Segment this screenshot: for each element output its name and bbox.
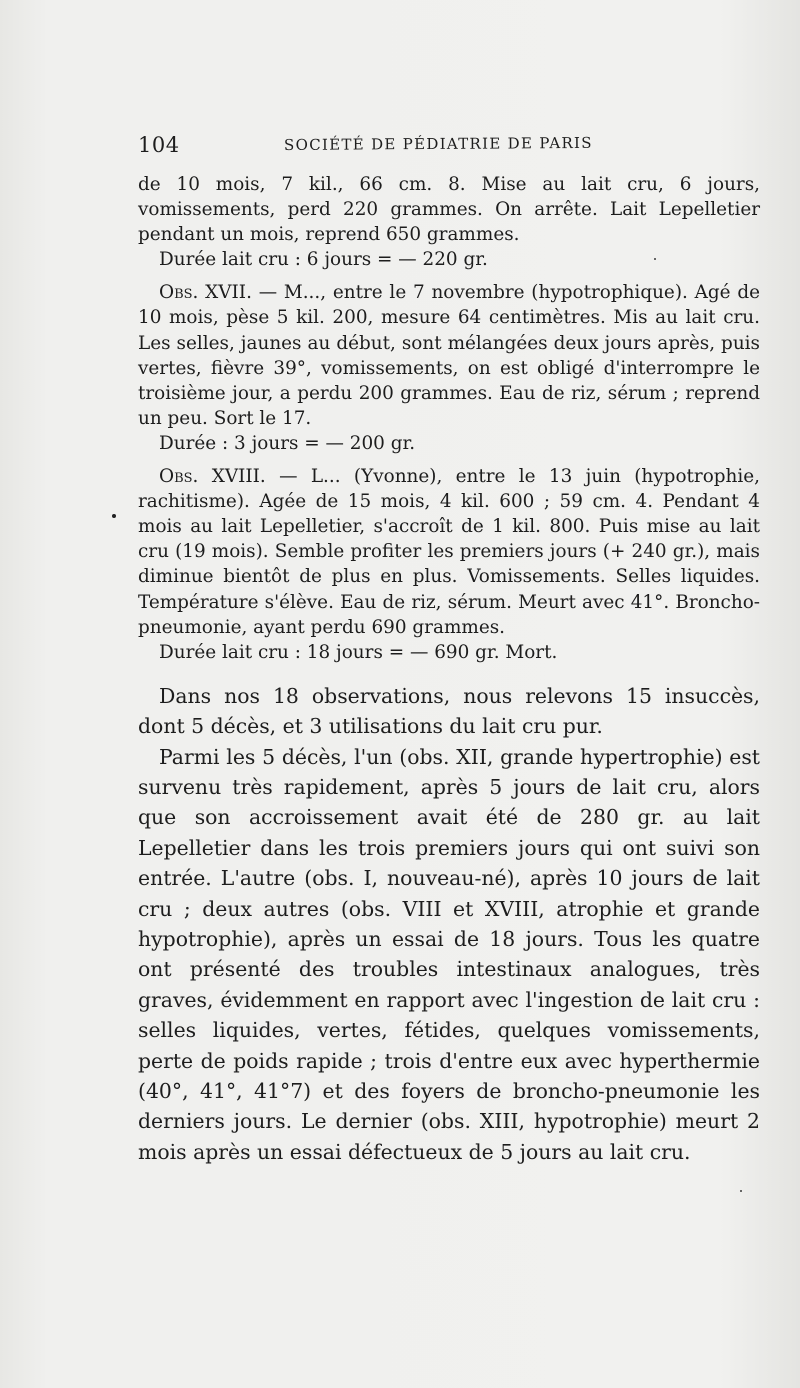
observation-text: — L... (Yvonne), entre le 13 juin (hypotrophie, rachitisme). Agée de 15 mois, 4 kil. 600 ; 59 cm. 4. Pendant 4 mois au lait Lepelletier, s'accroît de 1 kil. 800. Puis mise au lait cru (19 mois). Semble profiter les premiers jours (+ 240 gr.), mais diminue bientôt de plus en plus. Vomissements. Selles liquides. Température s'élève. Eau de riz, sérum. Meurt avec 41°. Broncho-pneumonie, ayant perdu 690 grammes. xyxy=(138,466,760,638)
paper-speck xyxy=(740,1190,742,1192)
page-body xyxy=(138,172,760,1167)
duration-line: Durée lait cru : 18 jours = — 690 gr. Mort. xyxy=(159,641,558,663)
deaths-paragraph: Parmi les 5 décès, l'un (obs. XII, grande hypertrophie) est survenu très rapidement, après 5 jours de lait cru, alors que son accroissement avait été de 280 gr. au lait Lepelletier dans les trois premiers jours qui ont suivi son entrée. L'autre (obs. I, nouveau-né), après 10 jours de lait cru ; deux autres (obs. VIII et XVIII, atrophie et grande hypotrophie), après un essai de 18 jours. Tous les quatre ont présenté des troubles intestinaux analogues, très graves, évidemment en rapport avec l'ingestion de lait cru : selles liquides, vertes, fétides, quelques vomissements, perte de poids rapide ; trois d'entre eux avec hyperthermie (40°, 41°, 41°7) et des foyers de broncho-pneumonie les derniers jours. Le dernier (obs. XIII, hypotrophie) meurt 2 mois après un essai défectueux de 5 jours au lait cru. xyxy=(138,744,760,1164)
margin-dot-mark xyxy=(112,514,116,518)
conclusion-section xyxy=(138,681,760,1168)
observation-label: Obs. XVII. xyxy=(159,282,252,304)
page-header xyxy=(138,133,658,163)
summary-paragraph: Dans nos 18 observations, nous relevons 15 insuccès, dont 5 décès, et 3 utilisations du lait cru pur. xyxy=(138,683,760,739)
observation-text: — M..., entre le 7 novembre (hypotrophique). Agé de 10 mois, pèse 5 kil. 200, mesure 64 centimètres. Mis au lait cru. Les selles, jaunes au début, sont mélangées deux jours après, puis vertes, fièvre 39°, vomissements, on est obligé d'interrompre le troisième jour, a perdu 200 grammes. Eau de riz, sérum ; reprend un peu. Sort le 17. xyxy=(138,282,760,429)
page-number: 104 xyxy=(138,133,180,157)
observation-label: Obs. XVIII. xyxy=(159,466,266,488)
duration-line: Durée lait cru : 6 jours = — 220 gr. xyxy=(159,249,488,271)
case-continuation-paragraph: de 10 mois, 7 kil., 66 cm. 8. Mise au lait cru, 6 jours, vomissements, perd 220 grammes. On arrête. Lait Lepelletier pendant un mois, reprend 650 grammes. xyxy=(138,174,760,246)
running-title: SOCIÉTÉ DE PÉDIATRIE DE PARIS xyxy=(283,133,593,154)
duration-line: Durée : 3 jours = — 200 gr. xyxy=(159,432,416,454)
observation-xviii xyxy=(138,464,760,640)
observation-xvii xyxy=(138,280,760,431)
case-notes xyxy=(138,172,760,665)
